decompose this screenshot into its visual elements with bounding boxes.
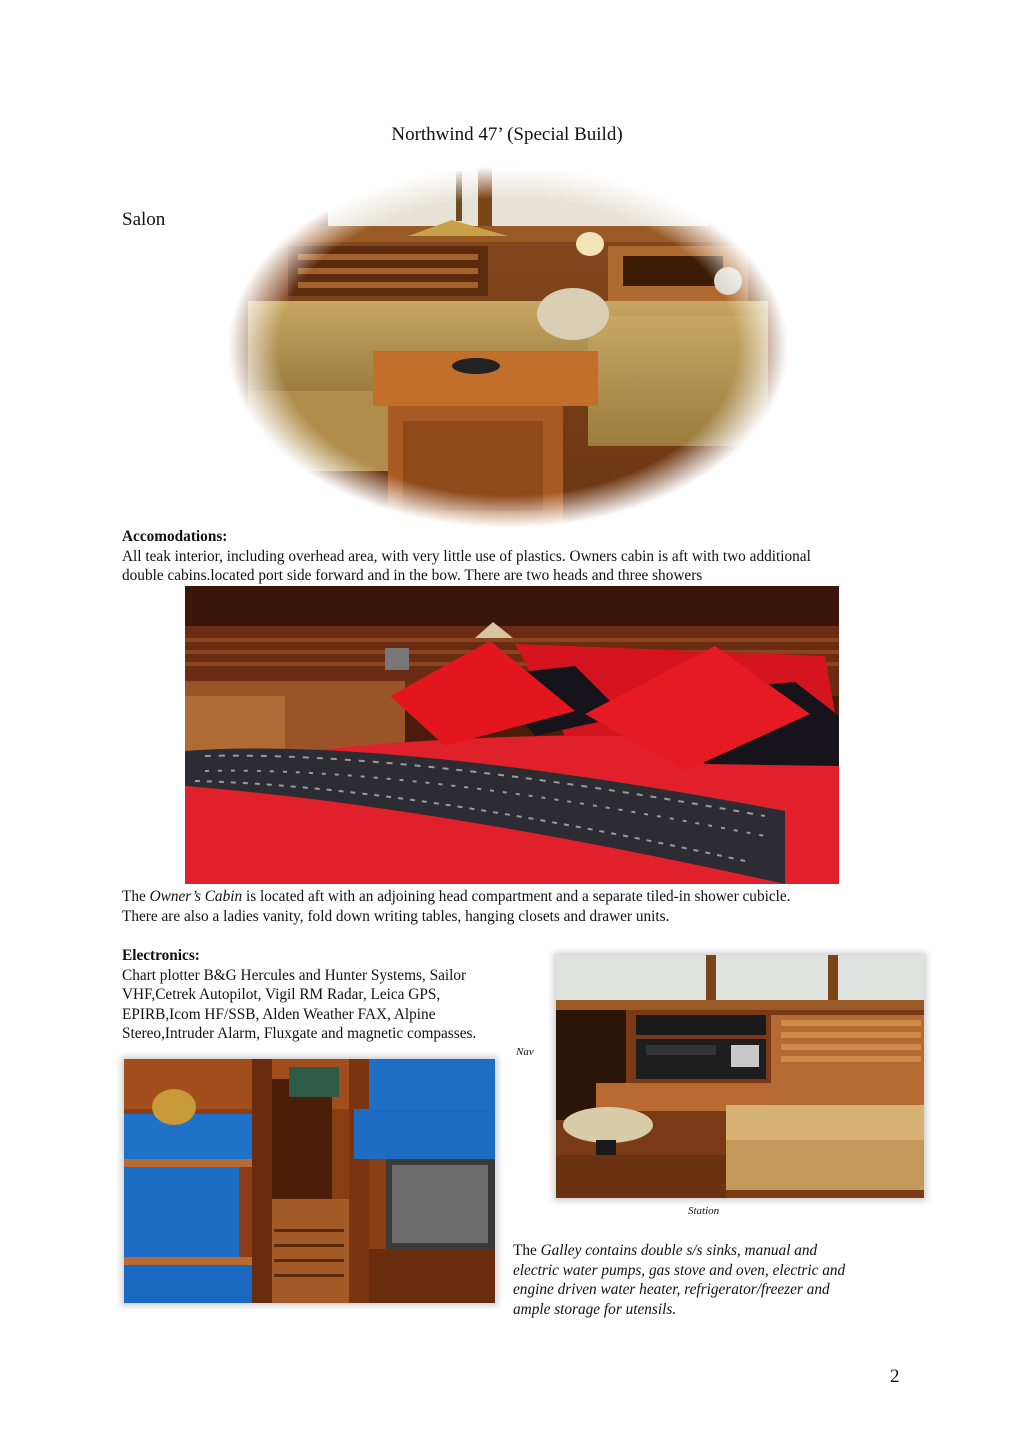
galley-line-1	[513, 1241, 943, 1261]
owners-cabin-emphasis: Owner’s Cabin	[149, 888, 243, 905]
galley-line-2-text: electric water pumps, gas stove and oven, electric and	[513, 1261, 846, 1279]
galley-line-1-rest: Galley contains double s/s sinks, manual and	[540, 1242, 818, 1259]
galley-photo	[124, 1059, 495, 1303]
owners-cabin-line-1-rest: is located aft with an adjoining head compartment and a separate tiled-in shower cubicle.	[242, 888, 791, 905]
galley-line-3	[513, 1280, 943, 1300]
owners-cabin-line-1	[122, 887, 942, 907]
electronics-section	[122, 946, 542, 1044]
electronics-line-2: VHF,Cetrek Autopilot, Vigil RM Radar, Leica GPS,	[122, 986, 441, 1003]
galley-line-3-text: engine driven water heater, refrigerator/freezer and	[513, 1281, 830, 1298]
galley-prefix: The	[513, 1242, 541, 1259]
accommodations-section	[122, 527, 922, 586]
electronics-line-1: Chart plotter B&G Hercules and Hunter Systems, Sailor	[122, 966, 467, 984]
galley-line-2	[513, 1261, 943, 1281]
owners-cabin-photo	[185, 586, 839, 884]
accommodations-line-2: double cabins.located port side forward and in the bow. There are two heads and three showers	[122, 567, 703, 584]
owners-cabin-line-2: There are also a ladies vanity, fold down writing tables, hanging closets and drawer units.	[122, 907, 670, 925]
salon-photo	[228, 166, 788, 528]
page-number: 2	[890, 1366, 900, 1387]
owners-cabin-section	[122, 887, 942, 926]
galley-line-4	[513, 1300, 943, 1320]
page-title: Northwind 47’ (Special Build)	[391, 124, 623, 145]
salon-label: Salon	[122, 209, 166, 230]
electronics-line-3: EPIRB,Icom HF/SSB, Alden Weather FAX, Alpine	[122, 1005, 436, 1023]
nav-caption: Nav	[516, 1046, 534, 1058]
nav-station-photo	[556, 955, 924, 1198]
galley-line-4-text: ample storage for utensils.	[513, 1300, 677, 1318]
owners-cabin-prefix: The	[122, 888, 150, 905]
station-caption: Station	[688, 1205, 720, 1217]
electronics-line-4: Stereo,Intruder Alarm, Fluxgate and magnetic compasses.	[122, 1025, 477, 1042]
accommodations-heading: Accomodations:	[122, 528, 228, 545]
electronics-heading: Electronics:	[122, 947, 200, 964]
galley-section	[513, 1241, 943, 1319]
accommodations-line-1: All teak interior, including overhead area, with very little use of plastics. Owners cabin is aft with two additional	[122, 547, 811, 565]
